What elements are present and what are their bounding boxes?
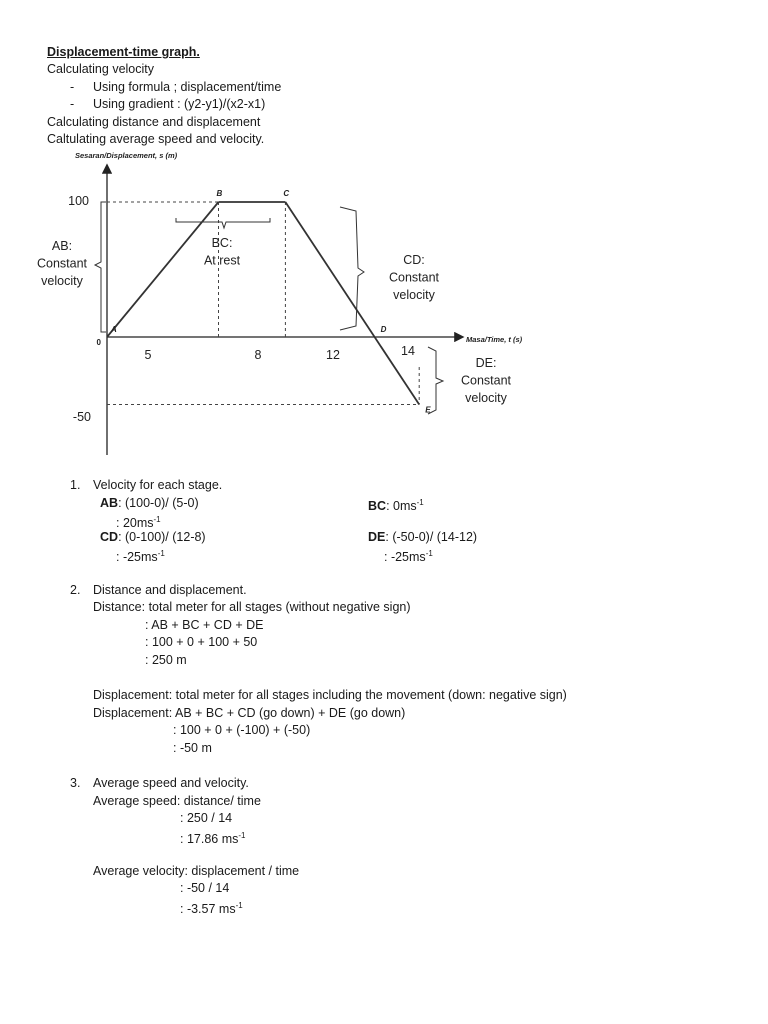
- bullet-mark: -: [70, 97, 75, 111]
- de-annotation-line: velocity: [465, 391, 507, 405]
- intro-line-distance: Calculating distance and displacement: [47, 115, 261, 129]
- x-tick-label-5: 5: [144, 348, 152, 362]
- displacement-result: : -50 m: [173, 741, 212, 755]
- average-speed-step: : 250 / 14: [180, 811, 233, 825]
- section1-number: 1.: [70, 478, 81, 492]
- intro-line-velocity: Calculating velocity: [47, 62, 154, 76]
- cd-brace: [340, 207, 364, 330]
- bc-annotation-line: At rest: [203, 253, 241, 268]
- origin-label: 0: [96, 338, 101, 347]
- displacement-formula: Displacement: AB + BC + CD (go down) + DE (go down): [93, 706, 406, 720]
- distance-definition: Distance: total meter for all stages (without negative sign): [93, 600, 411, 614]
- de-velocity-result: : $-25ms^{-1}$: [384, 549, 433, 565]
- distance-step-1: : AB + BC + CD + DE: [145, 618, 264, 632]
- bullet-formula: Using formula ; displacement/time: [93, 80, 282, 94]
- distance-result: : 250 m: [145, 653, 187, 667]
- segment-cd: [285, 202, 374, 337]
- x-tick-label-14: 14: [401, 344, 415, 358]
- page-title: Displacement-time graph.: [47, 45, 200, 59]
- section3-number: 3.: [70, 776, 81, 790]
- intro-line-average: Caltulating average speed and velocity.: [47, 132, 265, 146]
- average-speed-result: : 17.86 $ms^{-1}$: [180, 831, 246, 847]
- de-brace: [428, 347, 443, 414]
- cd-velocity-result: : $-25ms^{-1}$: [116, 549, 165, 565]
- de-annotation-line: DE:: [475, 356, 497, 370]
- ab-velocity-result: : $20ms^{-1}$: [116, 515, 161, 531]
- de-annotation-line: Constant: [460, 373, 512, 388]
- point-label-c: C: [283, 189, 290, 198]
- point-label-e: E: [425, 405, 431, 415]
- section2-heading: Distance and displacement.: [93, 583, 247, 597]
- x-tick-label-8: 8: [254, 348, 262, 362]
- cd-annotation-line: CD:: [403, 253, 425, 267]
- y-tick-label-minus50: -50: [72, 410, 91, 424]
- point-label-d: D: [380, 325, 387, 334]
- y-axis-title: Sesaran/Displacement, s (m): [75, 151, 178, 160]
- average-speed-definition: Average speed: distance/ time: [93, 794, 261, 808]
- de-velocity-equation: DE: (-50-0)/ (14-12): [368, 530, 478, 544]
- distance-step-2: : 100 + 0 + 100 + 50: [145, 635, 258, 649]
- displacement-definition: Displacement: total meter for all stages including the movement (down: negative sign): [93, 688, 567, 702]
- point-label-a: A: [111, 325, 117, 334]
- section1-heading: Velocity for each stage.: [93, 478, 223, 492]
- bc-velocity-result: BC: $0ms^{-1}$: [368, 498, 424, 514]
- ab-brace: [95, 202, 106, 332]
- bullet-mark: -: [70, 80, 75, 94]
- average-velocity-result: : -3.57 $ms^{-1}$: [180, 901, 243, 917]
- average-velocity-definition: Average velocity: displacement / time: [93, 864, 300, 878]
- ab-annotation-line: AB:: [51, 239, 73, 253]
- x-axis-title: Masa/Time, t (s): [466, 335, 523, 344]
- bullet-gradient: Using gradient : (y2-y1)/(x2-x1): [93, 97, 266, 111]
- displacement-step-1: : 100 + 0 + (-100) + (-50): [173, 723, 311, 737]
- average-velocity-step: : -50 / 14: [180, 881, 230, 895]
- cd-annotation-line: Constant: [388, 270, 440, 285]
- bc-brace: [176, 218, 270, 228]
- ab-velocity-equation: AB: (100-0)/ (5-0): [100, 496, 199, 510]
- ab-annotation-line: velocity: [41, 274, 83, 288]
- cd-annotation-line: velocity: [393, 288, 435, 302]
- section3-heading: Average speed and velocity.: [93, 776, 249, 790]
- section2-number: 2.: [70, 583, 81, 597]
- cd-velocity-equation: CD: (0-100)/ (12-8): [100, 530, 206, 544]
- point-label-b: B: [216, 189, 223, 198]
- x-tick-label-12: 12: [326, 348, 340, 362]
- y-tick-label-100: 100: [68, 194, 89, 208]
- bc-annotation-line: BC:: [211, 236, 233, 250]
- ab-annotation-line: Constant: [36, 256, 88, 271]
